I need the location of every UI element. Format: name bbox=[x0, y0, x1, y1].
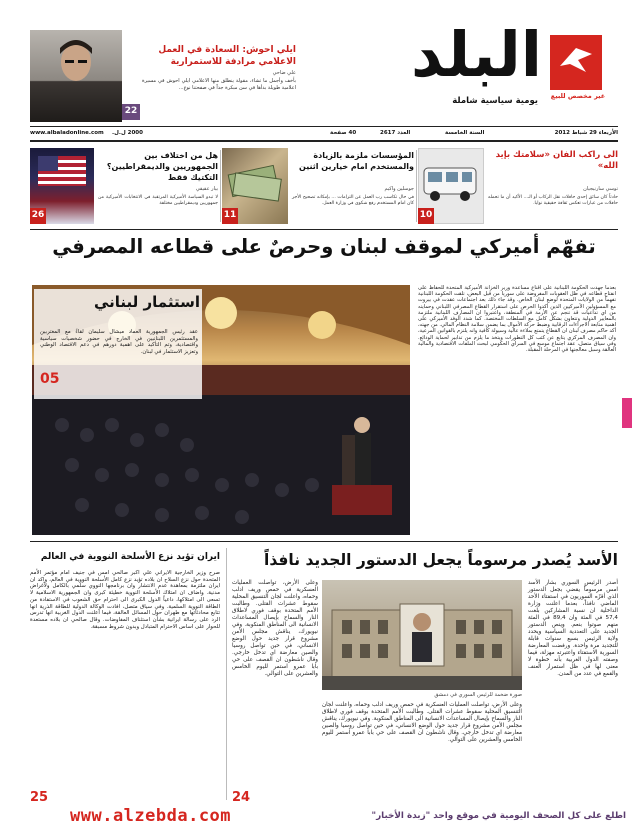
dateline-issue: العدد 2617 bbox=[380, 130, 411, 136]
columnist-title[interactable]: ايلي احوش: السعادة في العمل الاعلامي مرادفة للاستمرارية bbox=[158, 45, 296, 67]
dateline-bar bbox=[30, 128, 618, 139]
dateline-rule-bottom bbox=[30, 140, 618, 142]
teaser-van-author: توسي سارنيجيان bbox=[583, 186, 618, 192]
teaser-divider-2 bbox=[220, 150, 221, 222]
lead-photo-label: استثمار لبناني bbox=[93, 293, 200, 311]
iran-headline[interactable]: ايران تؤيد نزع الأسلحة النووية في العالم bbox=[40, 552, 220, 562]
masthead-logo bbox=[320, 18, 620, 120]
dateline-year: السنة الخامسة bbox=[445, 130, 485, 136]
teaser-us-politics[interactable] bbox=[30, 148, 218, 224]
lead-headline[interactable]: تفهّم أميركي لموقف لبنان وحرصٌ على قطاعه المصرفي bbox=[52, 235, 596, 258]
logo-tagline: يومية سياسية شاملة bbox=[452, 96, 538, 106]
van-icon bbox=[422, 162, 480, 204]
lead-text: بعدما جهدت الحكومة اللبنانية على اقناع مساعدة وزير الخزانة الأميركية المتحدة للحفاظ على انفتاح قطاعه في ظل العقوبات المفروضة على سوريا من قبل البعض، تلقت الحكومة اللبنانية تفهماً من الولايات المتحدة لوضع لبنان الخاص. وقد جاء ذلك بعد اجتماعات عقدت في بيروت مع المسؤولين الأميركيين الذين أكدوا الحرص على استقرار القطاع المصرفي اللبناني وحمايته من اي تداعيات قد تنجم عن الأزمة في المنطقة، واعتبروا ان المصارف اللبنانية ملتزمة بالمعايير الدولية وتتعاون بشكل كامل مع السلطات المختصة. كما شدد الوفد الأميركي على اهمية متابعة الاجراءات الرقابية وضبط حركة الأموال بما يضمن سلامة النظام المالي. من جهته، أكد حاكم مصرف لبنان ان القطاع يتمتع بملاءة عالية وسيولة كافية وانه يلتزم بالقوانين المرعية، وان المصرف المركزي يتابع عن كثب كل التطورات ويتخذ ما يلزم من تدابير لحماية الودائع. وفي سياق متصل، عقد اجتماع موسع في السراي الحكومي لبحث الملفات الاقتصادية والمالية العالقة وسبل معالجتها في المرحلة المقبلة. bbox=[418, 285, 616, 354]
money-icon bbox=[228, 164, 282, 204]
assad-photo-caption: صورة ضخمة للرئيس السوري في دمشق bbox=[434, 692, 522, 698]
columnist-face-icon bbox=[48, 36, 104, 96]
lead-photo bbox=[18, 285, 410, 535]
teaser-wages-author: جوسلين واكيم bbox=[384, 186, 414, 192]
footer-promo[interactable]: اطلع على كل الصحف اليومية في موقع واحد "زبدة الأخبار" bbox=[371, 811, 626, 821]
teaser-van[interactable] bbox=[418, 148, 618, 224]
teaser-wages-title[interactable]: المؤسسات ملزمة بالزيادة والمستخدم امام خيارين اثنين bbox=[299, 151, 414, 171]
teasers-rule bbox=[30, 229, 618, 230]
teaser-van-page: 10 bbox=[418, 208, 434, 224]
iran-page: 25 bbox=[30, 790, 49, 805]
iran-text: صرح وزير الخارجية الايراني علي اكبر صالحي امس في جنيف امام مؤتمر الأمم المتحدة حول نزع السلاح ان بلاده تؤيد نزع كامل الأسلحة النووية في العالم، واكد ان ايران ملتزمة بمعاهدة عدم الانتشار وان برنامجها النووي سلمي بالكامل ولأغراض مدنية. واضاف ان امتلاك الأسلحة النووية خطيئة كبرى وان الجمهورية الاسلامية لا تسعى الى امتلاكها، داعياً الدول الكبرى الى احترام حق الشعوب في الاستفادة من الطاقة النووية السلمية. وفي سياق متصل، افادت الوكالة الدولية للطاقة الذرية انها تتابع محادثاتها مع طهران حول المسائل العالقة، فيما اعلنت الدول الغربية انها تدرس الرد على رسالة ايرانية بشأن استئناف المفاوضات. وقال صالحي ان بلاده مستعدة للحوار على اساس الاحترام المتبادل وبدون شروط مسبقة. bbox=[30, 570, 220, 630]
columnist-page-badge: 22 bbox=[122, 104, 140, 120]
dateline-date: الأربعاء 29 شباط 2012 bbox=[554, 130, 618, 136]
columnist-author: علي ضاحي bbox=[272, 70, 296, 76]
assad-photo bbox=[322, 580, 522, 690]
teaser-us-author: بيار عقيقي bbox=[195, 186, 218, 192]
lead-photo-caption: عقد رئيس الجمهورية العماد ميشال سليمان لقاءً مع المغتربين والمستثمرين اللبنانيين في الخارج في حضور شخصيات سياسية واقتصادية، وتم التأكيد على اهمية دورهم في دعم الاقتصاد الوطني وتعزيز الاستثمار في لبنان. bbox=[40, 329, 198, 355]
dateline-site[interactable]: www.albaladonline.com bbox=[30, 130, 104, 136]
teaser-wages-body: في حال تكاسب رب العمل عن التزامات ... بإمكانه تصحيح الأجر كان امام المستخدم رفع شكوى في وزارة العمل. bbox=[292, 195, 414, 206]
columnist-summary: بأخف وأجمل ما تشاء، مقولة ينطلق منها الاعلامي ايلي احوش في مسيرة اعلامية طويلة بدأها في سن مبكرة جداً في صفحتنا نوع... bbox=[142, 78, 296, 91]
teaser-us-body: لا تبدو السياسة الأميركية المرتقبة في الانتخابات الأميركية من جمهوريين وديمقراطيين مختلفة bbox=[98, 195, 218, 206]
assad-text-bottom: وعلى الأرض، تواصلت العمليات العسكرية في حمص وريف ادلب وحماه، واعلنت لجان التنسيق المحلية سقوط عشرات القتلى. وطالبت الأمم المتحدة بوقف فوري لاطلاق النار والسماح بإيصال المساعدات الانسانية الى المناطق المنكوبة. وفي نيويورك، يناقش مجلس الأمن مشروع قرار جديد حول الوضع الانساني، في حين تواصل روسيا والصين معارضة اي تدخل خارجي. وقال ناشطون ان القصف على حي بابا عمرو استمر لليوم الخامس والعشرين على التوالي. bbox=[322, 702, 522, 743]
dateline-pages: 40 صفحة bbox=[330, 130, 357, 136]
lead-photo-credit: (تصوير: دالاتي ونهرا) bbox=[18, 441, 24, 485]
logo-bird-icon bbox=[556, 42, 596, 82]
teaser-us-title[interactable]: هل من اختلاف بين الجمهوريين والديمقراطيين؟ التكتيك فقط bbox=[106, 151, 218, 182]
story-divider bbox=[226, 548, 227, 800]
logo-red-tagline: غير مخصص للبيع bbox=[550, 92, 606, 100]
dateline-price: 2000 ل.ل. bbox=[112, 130, 143, 136]
dateline-rule-top bbox=[30, 126, 618, 127]
assad-headline[interactable]: الأسد يُصدر مرسوماً يجعل الدستور الجديد نافذاً bbox=[264, 551, 618, 569]
assad-text-right: أصدر الرئيس السوري بشار الأسد امس مرسوماً يقضي بجعل الدستور الذي أقرّه السوريون في استفتاء الأحد الماضي نافذاً، بعدما اعلنت وزارة الداخلية ان نسبة المشاركين بلغت 57,4 في المئة وان 89,4 في المئة منهم صوتوا بنعم. وينص الدستور الجديد على التعددية السياسية ويحدد ولاية الرئيس بسبع سنوات قابلة للتجديد مرة واحدة. ورفضت المعارضة السورية الاستفتاء واعتبرته مهزلة، فيما وصفته الدول الغربية بأنه خطوة لا معنى لها في ظل استمرار العنف والقمع في عدد من المدن. bbox=[528, 580, 618, 677]
teaser-van-body: حادثاً كان سائق إحدى حافلات نقل الركاب أو الـ... الأكيد أن ما تحمله حافلات من عبارات تعكس ثقافة حقيقية نوايا. bbox=[488, 195, 618, 206]
logo-wordmark: البلد bbox=[411, 18, 542, 91]
columnist-box[interactable] bbox=[30, 30, 298, 122]
teaser-wages-page: 11 bbox=[222, 208, 238, 224]
teaser-divider-1 bbox=[416, 150, 417, 222]
footer-watermark[interactable]: www.alzebda.com bbox=[70, 806, 232, 826]
teaser-wages[interactable] bbox=[222, 148, 414, 224]
lead-photo-page: 05 bbox=[40, 371, 60, 387]
flag-icon bbox=[38, 156, 86, 186]
pink-side-tab[interactable] bbox=[622, 398, 632, 428]
lead-rule bbox=[30, 541, 618, 542]
teaser-us-page: 26 bbox=[30, 208, 46, 224]
building-icon bbox=[322, 580, 522, 690]
assad-page: 24 bbox=[232, 790, 251, 805]
teaser-van-title[interactable]: الى راكب الفان «سلامتك بإيد الله» bbox=[495, 150, 618, 171]
assad-text-mid: وعلى الأرض، تواصلت العمليات العسكرية في حمص وريف ادلب وحماه، واعلنت لجان التنسيق المحلية سقوط عشرات القتلى. وطالبت الأمم المتحدة بوقف فوري لاطلاق النار والسماح بإيصال المساعدات الانسانية الى المناطق المنكوبة. وفي نيويورك، يناقش مجلس الأمن مشروع قرار جديد حول الوضع الانساني، في حين تواصل روسيا والصين معارضة اي تدخل خارجي. وقال ناشطون ان القصف على حي بابا عمرو استمر لليوم الخامس والعشرين على التوالي. bbox=[232, 580, 318, 677]
